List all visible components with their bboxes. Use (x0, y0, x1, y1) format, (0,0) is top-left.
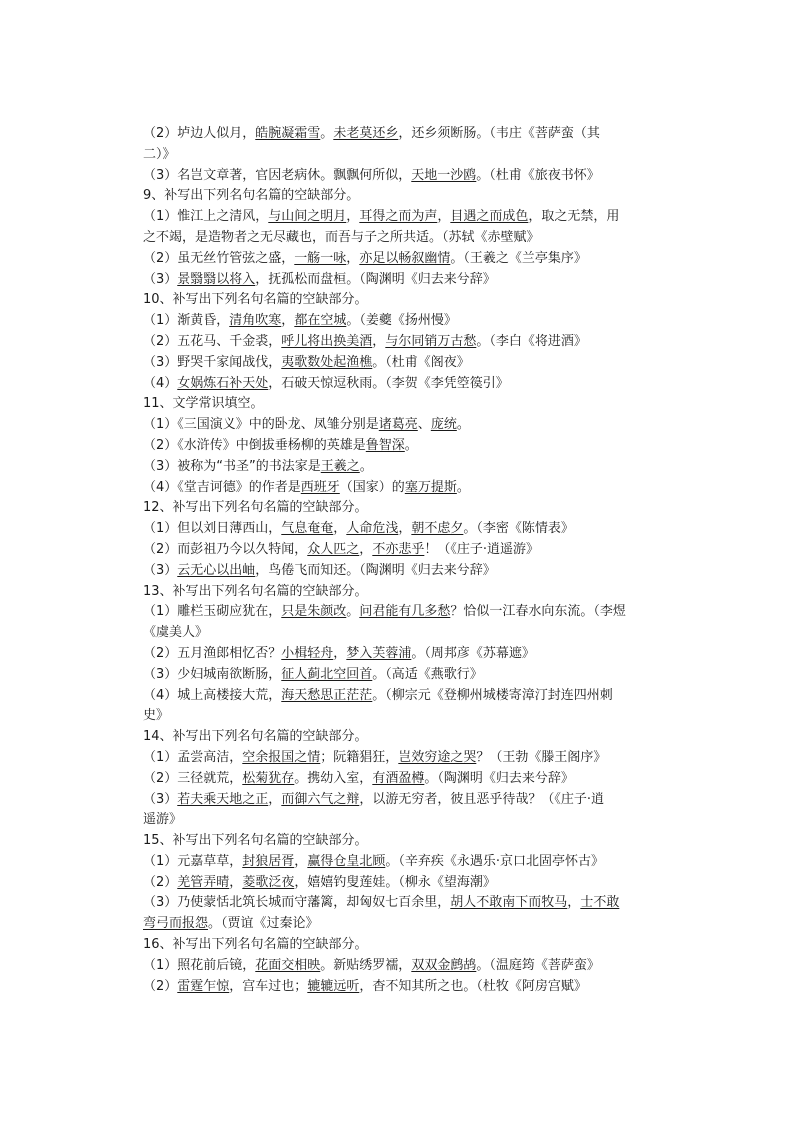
text-segment: ， (333, 521, 347, 537)
text-line (143, 831, 663, 852)
document-body (143, 124, 663, 997)
text-segment: ？（王勃《滕王阁序》 (476, 749, 607, 765)
text-line (143, 311, 663, 332)
text-line (143, 394, 663, 415)
answer-text: 耳得之而为声 (359, 209, 438, 225)
text-segment: 。（李密《陈情表》 (463, 521, 574, 537)
text-segment: ，取之无禁，用 (528, 209, 620, 225)
answer-text: 若夫乘天地之正 (177, 791, 269, 807)
text-segment: ， (346, 209, 360, 225)
answer-text: 清角吹寒 (229, 313, 282, 329)
text-line (143, 977, 663, 998)
answer-text: 朝不虑夕 (411, 521, 464, 537)
text-segment: ， (359, 541, 373, 557)
text-line (143, 519, 663, 540)
text-segment: （2）而彭祖乃今以久特闻， (143, 541, 308, 557)
text-segment: 之不竭，是造物者之无尽藏也，而吾与子之所共适。（苏轼《赤壁赋》 (143, 229, 540, 245)
answer-text: 鲁智深 (365, 437, 405, 453)
answer-text: 气息奄奄 (281, 521, 334, 537)
text-segment: 。（温庭筠《菩萨蛮》 (476, 957, 600, 973)
text-line (143, 790, 663, 811)
answer-text: 征人蓟北空回首 (281, 666, 373, 682)
answer-text: 庞统 (430, 417, 457, 433)
text-segment: 12、补写出下列名句名篇的空缺部分。 (143, 500, 368, 516)
text-segment: ，杳不知其所之也。（杜牧《阿房宫赋》 (359, 978, 587, 994)
answer-text: 未老莫还乡 (333, 126, 399, 141)
text-line (143, 290, 663, 311)
text-segment: 。（王羲之《兰亭集序》 (450, 250, 587, 266)
text-segment: ，还乡须断肠。（韦庄《菩萨蛮（其 (398, 126, 600, 141)
answer-text: 而御六气之辩 (281, 791, 360, 807)
text-segment: （2）三径就荒， (143, 770, 243, 786)
text-segment: 11、文学常识填空。 (143, 396, 264, 412)
answer-text: 岂效穷途之哭 (398, 749, 477, 765)
text-segment: （1）孟尝高洁， (143, 749, 243, 765)
text-segment: 14、补写出下列名句名篇的空缺部分。 (143, 729, 368, 745)
text-line (143, 602, 663, 623)
text-segment: 。（柳宗元《登柳州城楼寄漳汀封连四州刺 (372, 687, 613, 703)
answer-text: 花面交相映 (255, 957, 321, 973)
answer-text: 羌管弄晴 (177, 874, 230, 890)
answer-text: 士不敢 (580, 895, 620, 911)
text-line (143, 561, 663, 582)
text-line (143, 644, 663, 665)
text-line (143, 124, 663, 145)
text-segment: （1）《三国演义》中的卧龙、凤雏分别是 (143, 417, 379, 433)
text-line (143, 852, 663, 873)
text-line (143, 498, 663, 519)
answer-text: 空余报国之情 (242, 749, 321, 765)
text-line (143, 478, 663, 499)
text-segment: 13、补写出下列名句名篇的空缺部分。 (143, 583, 368, 599)
text-line (143, 665, 663, 686)
text-segment: 。 (404, 437, 418, 453)
text-segment: 。 (456, 417, 470, 433)
text-segment: （2） (143, 874, 178, 890)
text-segment: 15、补写出下列名句名篇的空缺部分。 (143, 833, 368, 849)
text-line (143, 436, 663, 457)
text-line (143, 332, 663, 353)
text-segment: （3）名岂文章著，官因老病休。飘飘何所似， (143, 167, 412, 183)
answer-text: 胡人不敢南下而牧马 (450, 895, 568, 911)
text-segment: 。（贾谊《过秦论》 (208, 916, 319, 932)
text-segment: ， (398, 521, 412, 537)
text-segment: ，以游无穷者，彼且恶乎待哉？（《庄子·逍 (359, 791, 604, 807)
text-segment: （3）少妇城南欲断肠， (143, 666, 282, 682)
text-segment: 。 (320, 126, 334, 141)
answer-text: 亦足以畅叙幽情 (359, 250, 451, 266)
answer-text: 弯弓而报怨 (143, 916, 209, 932)
answer-text: 景翳翳以将入 (177, 271, 256, 287)
answer-text: 西班牙 (300, 479, 340, 495)
text-segment: （1）雕栏玉砌应犹在， (143, 604, 282, 620)
text-segment: 史》 (143, 708, 170, 724)
answer-text: 梦入芙蓉浦 (346, 645, 412, 661)
text-line (143, 145, 663, 166)
text-segment: ， (567, 895, 581, 911)
text-segment: 。携幼入室， (294, 770, 373, 786)
text-segment: （4） (143, 375, 178, 391)
answer-text: 双双金鹧鸪 (411, 957, 477, 973)
answer-text: 不亦悲乎 (372, 541, 425, 557)
text-segment: ， (346, 250, 360, 266)
text-line (143, 457, 663, 478)
answer-text: 菱歌泛夜 (242, 874, 295, 890)
text-line (143, 935, 663, 956)
text-line (143, 956, 663, 977)
text-segment: 16、补写出下列名句名篇的空缺部分。 (143, 937, 368, 953)
text-segment: 9、补写出下列名句名篇的空缺部分。 (143, 188, 360, 204)
text-segment: （2）虽无丝竹管弦之盛， (143, 250, 295, 266)
text-line (143, 228, 663, 249)
answer-text: 问君能有几多愁 (359, 604, 451, 620)
answer-text: 松菊犹存 (242, 770, 295, 786)
text-segment: （1）元嘉草草， (143, 853, 243, 869)
text-line (143, 374, 663, 395)
text-segment: ，嬉嬉钓叟莲娃。（柳永《望海潮》 (294, 874, 496, 890)
text-segment: ， (294, 853, 308, 869)
answer-text: 众人匹之 (307, 541, 360, 557)
answer-text: 只是朱颜改 (281, 604, 347, 620)
text-segment: （2） (143, 978, 178, 994)
text-line (143, 748, 663, 769)
text-segment: 。（杜甫《阁夜》 (372, 354, 470, 370)
answer-text: 云无心以出岫 (177, 562, 256, 578)
text-segment: （2）五月渔郎相忆否？ (143, 645, 282, 661)
text-segment: （2）五花马、千金裘， (143, 333, 282, 349)
text-line (143, 686, 663, 707)
answer-text: 都在空城 (294, 313, 347, 329)
text-line (143, 415, 663, 436)
text-segment: ，抚孤松而盘桓。（陶渊明《归去来兮辞》 (255, 271, 496, 287)
answer-text: 塞万提斯 (404, 479, 457, 495)
text-line (143, 706, 663, 727)
text-segment: ，石破天惊逗秋雨。（李贺《李凭箜篌引》 (268, 375, 509, 391)
text-segment: ， (281, 313, 295, 329)
answer-text: 呼儿将出换美酒 (281, 333, 373, 349)
text-line (143, 810, 663, 831)
text-segment: 。（杜甫《旅夜书怀》 (476, 167, 600, 183)
text-segment: ， (268, 791, 282, 807)
text-line (143, 270, 663, 291)
text-segment: 。（陶渊明《归去来兮辞》 (424, 770, 574, 786)
text-line (143, 207, 663, 228)
text-segment: ， (437, 209, 451, 225)
text-line (143, 769, 663, 790)
text-segment: 《虞美人》 (143, 625, 209, 641)
text-segment: ， (229, 874, 243, 890)
text-segment: （4）城上高楼接大荒， (143, 687, 282, 703)
text-segment: （3） (143, 271, 178, 287)
text-line (143, 914, 663, 935)
answer-text: 辘辘远听 (307, 978, 360, 994)
answer-text: 一觞一咏 (294, 250, 347, 266)
text-segment: （1）惟江上之清风， (143, 209, 269, 225)
text-segment: 。 (359, 458, 373, 474)
text-segment: （国家）的 (339, 479, 405, 495)
text-segment: ， (372, 333, 386, 349)
text-line (143, 873, 663, 894)
text-segment: 。（姜夔《扬州慢》 (346, 313, 457, 329)
answer-text: 有酒盈樽 (372, 770, 425, 786)
answer-text: 王羲之 (320, 458, 360, 474)
text-line (143, 540, 663, 561)
answer-text: 雷霆乍惊 (177, 978, 230, 994)
text-line (143, 727, 663, 748)
text-segment: （2）垆边人似月， (143, 126, 256, 141)
answer-text: 与尔同销万古愁 (385, 333, 477, 349)
text-segment: ？恰似一江春水向东流。（李煜 (450, 604, 626, 620)
text-segment: 。（辛弃疾《永遇乐·京口北固亭怀古》 (385, 853, 604, 869)
text-line (143, 623, 663, 644)
text-segment: （2）《水浒传》中倒拔垂杨柳的英雄是 (143, 437, 366, 453)
text-line (143, 582, 663, 603)
text-segment: 遥游》 (143, 812, 183, 828)
text-segment: 。（李白《将进酒》 (476, 333, 587, 349)
text-segment: （1）照花前后镜， (143, 957, 256, 973)
text-segment: 。 (346, 604, 360, 620)
text-segment: （1）但以刘日薄西山， (143, 521, 282, 537)
text-segment: ，宫车过也； (229, 978, 308, 994)
text-segment: 、 (417, 417, 431, 433)
text-segment: 10、补写出下列名句名篇的空缺部分。 (143, 292, 368, 308)
text-segment: （3） (143, 562, 178, 578)
answer-text: 人命危浅 (346, 521, 399, 537)
text-line (143, 353, 663, 374)
answer-text: 封狼居胥 (242, 853, 295, 869)
answer-text: 与山间之明月 (268, 209, 347, 225)
text-segment: 。（高适《燕歌行》 (372, 666, 483, 682)
answer-text: 天地一沙鸥 (411, 167, 477, 183)
answer-text: 赢得仓皇北顾 (307, 853, 386, 869)
text-segment: （3）野哭千家闻战伐， (143, 354, 282, 370)
answer-text: 女娲炼石补天处 (177, 375, 269, 391)
text-segment: （3）乃使蒙恬北筑长城而守藩篱，却匈奴七百余里， (143, 895, 451, 911)
text-segment: （4）《堂吉诃德》的作者是 (143, 479, 301, 495)
text-segment: （3）被称为“书圣”的书法家是 (143, 458, 321, 474)
text-segment: ，鸟倦飞而知还。（陶渊明《归去来兮辞》 (255, 562, 496, 578)
answer-text: 夷歌数处起渔樵 (281, 354, 373, 370)
answer-text: 皓腕凝霜雪 (255, 126, 321, 141)
text-segment: （3） (143, 791, 178, 807)
text-line (143, 249, 663, 270)
answer-text: 海天愁思正茫茫 (281, 687, 373, 703)
answer-text: 小楫轻舟 (281, 645, 334, 661)
text-segment: 。新贴绣罗襦， (320, 957, 412, 973)
text-line (143, 166, 663, 187)
answer-text: 诸葛亮 (378, 417, 418, 433)
text-segment: ；阮籍猖狂， (320, 749, 399, 765)
text-segment: 。（周邦彦《苏幕遮》 (411, 645, 535, 661)
text-segment: 二）》 (143, 146, 176, 162)
text-line (143, 893, 663, 914)
text-line (143, 186, 663, 207)
text-segment: ！（《庄子·逍遥游》 (424, 541, 539, 557)
text-segment: 。 (456, 479, 470, 495)
text-segment: （1）渐黄昏， (143, 313, 230, 329)
text-segment: ， (333, 645, 347, 661)
answer-text: 目遇之而成色 (450, 209, 529, 225)
